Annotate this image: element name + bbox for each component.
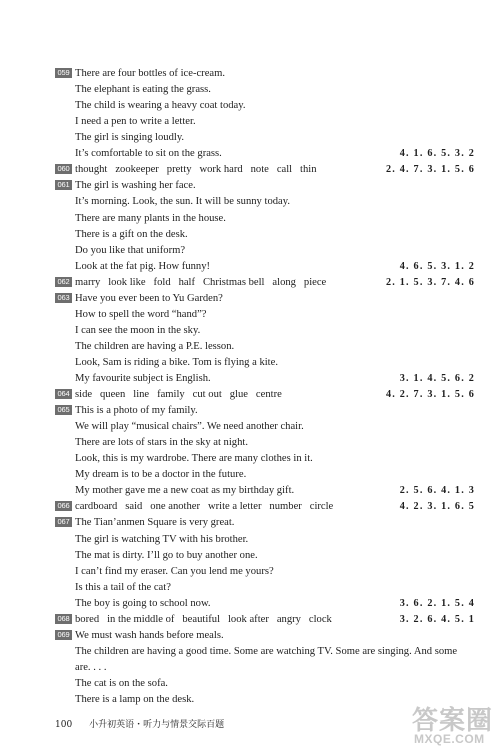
text-line bbox=[55, 339, 475, 354]
answer-sequence: 4. 1. 6. 5. 3. 2 bbox=[399, 148, 475, 160]
text-line bbox=[55, 130, 475, 145]
line-text: This is a photo of my family. bbox=[75, 405, 198, 417]
text-line bbox=[55, 178, 475, 193]
line-text: Look, Sam is riding a bike. Tom is flying a kite. bbox=[75, 356, 278, 368]
line-text: I can’t find my eraser. Can you lend me yours? bbox=[75, 565, 274, 577]
book-title: 小升初英语・听力与情景交际百题 bbox=[89, 720, 225, 730]
text-line bbox=[55, 211, 475, 226]
watermark-top-text: 答案圈 bbox=[412, 705, 494, 735]
text-line bbox=[55, 275, 475, 290]
line-text: There is a lamp on the desk. bbox=[75, 694, 195, 705]
line-text: The girl is singing loudly. bbox=[75, 132, 185, 144]
text-line bbox=[55, 644, 475, 659]
line-text: There is a gift on the desk. bbox=[75, 228, 188, 240]
line-text: There are lots of stars in the sky at night. bbox=[75, 437, 248, 449]
line-text: It’s morning. Look, the sun. It will be sunny today. bbox=[75, 196, 290, 208]
item-number-badge: 060 bbox=[55, 164, 72, 174]
page-number: 100 bbox=[55, 720, 73, 730]
text-line bbox=[55, 612, 475, 627]
line-text: My dream is to be a doctor in the future. bbox=[75, 469, 247, 481]
line-text: Have you ever been to Yu Garden? bbox=[75, 292, 223, 304]
line-text: The child is wearing a heavy coat today. bbox=[75, 100, 246, 112]
text-line bbox=[55, 371, 475, 386]
text-line bbox=[55, 243, 475, 258]
line-text: I can see the moon in the sky. bbox=[75, 324, 201, 336]
text-line bbox=[55, 194, 475, 209]
page-footer bbox=[55, 717, 224, 730]
text-line bbox=[55, 532, 475, 547]
text-line bbox=[55, 98, 475, 113]
text-line bbox=[55, 227, 475, 242]
line-text: My mother gave me a new coat as my birthday gift. bbox=[75, 485, 295, 497]
text-line bbox=[55, 515, 475, 530]
item-number-badge: 065 bbox=[55, 405, 72, 415]
line-text: The Tian’anmen Square is very great. bbox=[75, 517, 235, 529]
line-text: There are many plants in the house. bbox=[75, 212, 226, 224]
text-line bbox=[55, 660, 475, 675]
line-text: are. . . . bbox=[75, 661, 107, 673]
text-line bbox=[55, 82, 475, 97]
answer-sequence: 4. 2. 3. 1. 6. 5 bbox=[399, 501, 475, 513]
text-line bbox=[55, 355, 475, 370]
line-text: Do you like that uniform? bbox=[75, 244, 186, 256]
line-text: marry look like fold half Christmas bell along piece bbox=[75, 276, 327, 288]
text-line bbox=[55, 162, 475, 177]
line-text: The mat is dirty. I’ll go to buy another one. bbox=[75, 549, 258, 561]
watermark-logo bbox=[410, 700, 498, 748]
text-line bbox=[55, 596, 475, 611]
line-text: We must wash hands before meals. bbox=[75, 629, 224, 641]
item-number-badge: 067 bbox=[55, 517, 72, 527]
answer-sequence: 4. 2. 7. 3. 1. 5. 6 bbox=[385, 389, 475, 400]
text-line bbox=[55, 435, 475, 450]
line-text: bored in the middle of beautiful look after angry clock bbox=[75, 613, 332, 625]
text-line bbox=[55, 676, 475, 691]
line-text: Is this a tail of the cat? bbox=[75, 581, 171, 593]
answer-sequence: 2. 1. 5. 3. 7. 4. 6 bbox=[385, 276, 475, 288]
line-text: It’s comfortable to sit on the grass. bbox=[75, 148, 222, 160]
text-line bbox=[55, 467, 475, 482]
text-line bbox=[55, 451, 475, 466]
item-number-badge: 063 bbox=[55, 293, 72, 303]
line-text: Look at the fat pig. How funny! bbox=[75, 260, 211, 272]
text-line bbox=[55, 291, 475, 306]
line-text: We will play “musical chairs”. We need another chair. bbox=[75, 421, 304, 433]
text-line bbox=[55, 499, 475, 514]
line-text: The girl is watching TV with his brother. bbox=[75, 533, 249, 545]
text-line bbox=[55, 403, 475, 418]
answer-sequence: 2. 4. 7. 3. 1. 5. 6 bbox=[385, 164, 475, 176]
line-text: My favourite subject is English. bbox=[75, 372, 211, 384]
text-line bbox=[55, 387, 475, 402]
item-number-badge: 062 bbox=[55, 277, 72, 287]
text-line bbox=[55, 307, 475, 322]
answer-sequence: 3. 2. 6. 4. 5. 1 bbox=[399, 613, 475, 625]
text-line bbox=[55, 146, 475, 161]
line-text: The children are having a P.E. lesson. bbox=[75, 340, 235, 352]
text-line bbox=[55, 483, 475, 498]
text-line bbox=[55, 580, 475, 595]
line-text: The boy is going to school now. bbox=[75, 597, 211, 609]
answer-sequence: 4. 6. 5. 3. 1. 2 bbox=[399, 260, 475, 272]
line-text: I need a pen to write a letter. bbox=[75, 116, 196, 128]
text-line bbox=[55, 323, 475, 338]
item-number-badge: 066 bbox=[55, 501, 72, 511]
line-text: The children are having a good time. Some are watching TV. Some are singing. And some bbox=[75, 645, 458, 657]
line-text: There are four bottles of ice-cream. bbox=[75, 68, 225, 79]
text-line bbox=[55, 259, 475, 274]
line-text: The cat is on the sofa. bbox=[75, 677, 168, 689]
item-number-badge: 061 bbox=[55, 180, 72, 190]
text-line bbox=[55, 66, 475, 81]
line-text: thought zookeeper pretty work hard note call thin bbox=[75, 164, 317, 176]
line-text: How to spell the word “hand”? bbox=[75, 308, 207, 320]
text-line bbox=[55, 419, 475, 434]
answer-sequence: 2. 5. 6. 4. 1. 3 bbox=[399, 485, 475, 497]
item-number-badge: 069 bbox=[55, 630, 72, 640]
text-line bbox=[55, 628, 475, 643]
line-text: The elephant is eating the grass. bbox=[75, 84, 211, 95]
text-line bbox=[55, 548, 475, 563]
item-number-badge: 059 bbox=[55, 68, 72, 78]
line-text: side queen line family cut out glue centre bbox=[75, 389, 282, 400]
text-line bbox=[55, 114, 475, 129]
line-text: Look, this is my wardrobe. There are many clothes in it. bbox=[75, 453, 313, 465]
line-text: The girl is washing her face. bbox=[75, 180, 196, 192]
item-number-badge: 068 bbox=[55, 614, 72, 624]
line-text: cardboard said one another write a letter number circle bbox=[75, 501, 334, 513]
item-number-badge: 064 bbox=[55, 389, 72, 399]
answer-sequence: 3. 6. 2. 1. 5. 4 bbox=[399, 597, 475, 609]
watermark-bottom-text: MXQE.COM bbox=[414, 732, 485, 746]
text-line bbox=[55, 564, 475, 579]
answer-sequence: 3. 1. 4. 5. 6. 2 bbox=[399, 372, 475, 384]
